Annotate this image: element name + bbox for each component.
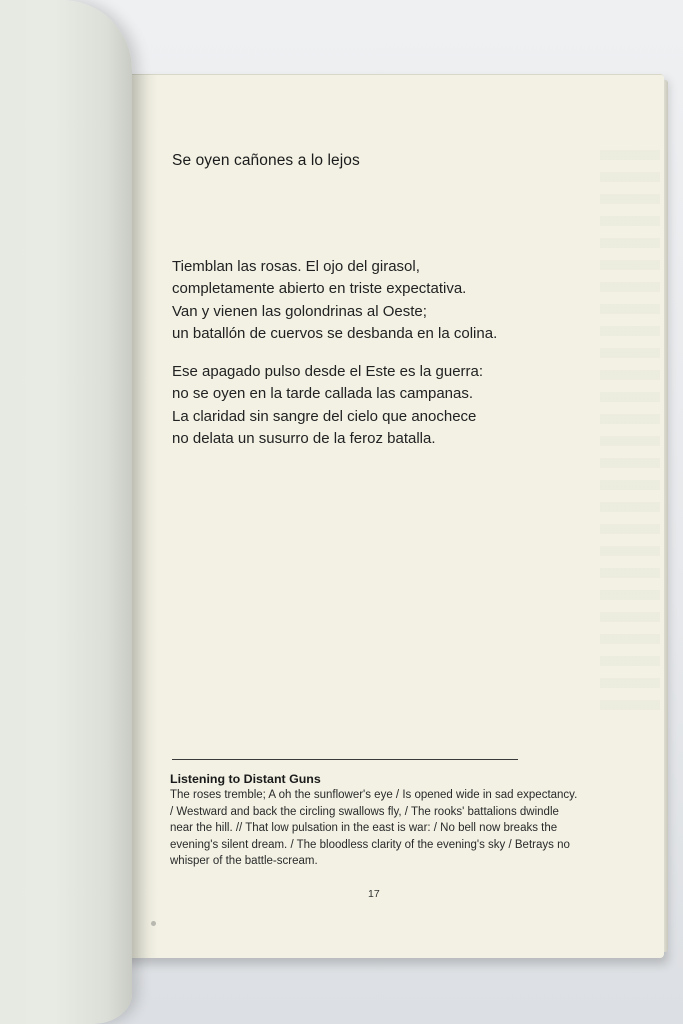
stanza-2	[172, 361, 483, 450]
poem-line: Tiemblan las rosas. El ojo del girasol,	[172, 258, 420, 275]
stanza-1	[172, 256, 497, 345]
poem-title: Se oyen cañones a lo lejos	[172, 152, 360, 169]
poem-line: no delata un susurro de la feroz batalla.	[172, 429, 436, 447]
translation-title: Listening to Distant Guns	[170, 772, 321, 786]
divider-rule	[172, 759, 518, 760]
poem-line: completamente abierto en triste expectativa.	[172, 280, 467, 298]
translation-line: evening's silent dream. / The bloodless clarity of the evening's sky / Betrays no	[170, 838, 570, 851]
poem-line: Van y vienen las golondrinas al Oeste;	[172, 302, 427, 320]
poem-line: La claridad sin sangre del cielo que anochece	[172, 407, 477, 425]
paper-speck	[151, 921, 156, 926]
translation-line: whisper of the battle-scream.	[170, 855, 318, 867]
translation-line: near the hill. // That low pulsation in the east is war: / No bell now breaks the	[170, 822, 558, 834]
translation-line: The roses tremble; A oh the sunflower's eye / Is opened wide in sad expectancy.	[170, 789, 578, 801]
translation-body	[170, 787, 586, 870]
page-number: 17	[368, 888, 380, 900]
poem-line: un batallón de cuervos se desbanda en la colina.	[172, 324, 498, 342]
left-page	[0, 0, 132, 1024]
poem-line: no se oyen en la tarde callada las campanas.	[172, 385, 474, 403]
translation-line: / Westward and back the circling swallows fly, / The rooks' battalions dwindle	[170, 805, 559, 818]
poem-line: Ese apagado pulso desde el Este es la guerra:	[172, 363, 484, 380]
